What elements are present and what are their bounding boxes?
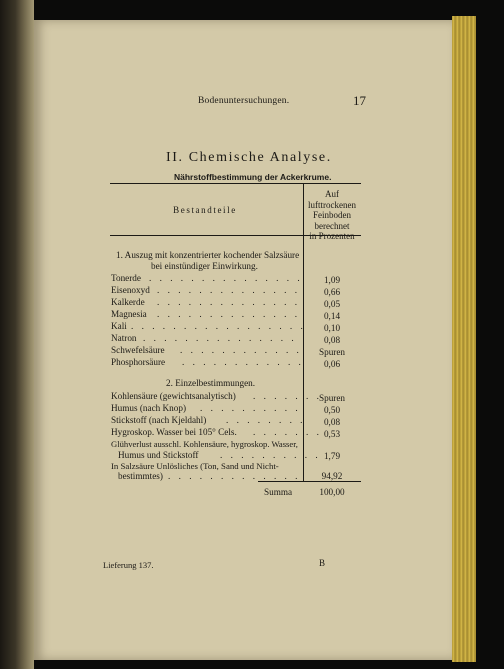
gluhverlust-line2: Humus und Stickstoff: [118, 450, 199, 460]
footer-delivery: Lieferung 137.: [103, 560, 154, 570]
leader-dots: . . . . . . . . . .: [200, 403, 301, 413]
leader-dots: . . . . . . . . . . . .: [180, 345, 302, 355]
total-label: Summa: [264, 487, 293, 497]
row-label: Kohlensäure (gewichtsanalytisch): [111, 391, 236, 401]
row-label: Schwefelsäure: [111, 345, 165, 355]
leader-dots: . . . . . . . . . . . . . .: [157, 297, 301, 307]
leader-dots: . . . . . . . . . . . . . . .: [143, 333, 297, 343]
row-label: Kalkerde: [111, 297, 145, 307]
row-value: 0,08: [323, 417, 341, 427]
section-title: II. Chemische Analyse.: [166, 150, 332, 165]
row-value: 0,10: [323, 323, 341, 333]
table-subtitle: Nährstoffbestimmung der Ackerkrume.: [174, 172, 332, 182]
leader-dots: . . . . . . . . . . . . .: [168, 471, 301, 481]
row-label: Eisenoxyd: [111, 285, 150, 295]
page-edges: [452, 16, 476, 662]
sum-rule: [258, 481, 361, 482]
leader-dots: . . . . . . .: [253, 391, 322, 401]
total-value: 100,00: [319, 487, 345, 497]
footer-signature: B: [319, 558, 326, 568]
part1-heading-line1: 1. Auszug mit konzentrierter kochender Salzsäure: [116, 250, 300, 260]
gluhverlust-line1: Glühverlust ausschl. Kohlensäure, hygroskop. Wasser,: [111, 439, 298, 449]
row-value: 0,66: [323, 287, 341, 297]
row-label: Natron: [111, 333, 137, 343]
page-number: 17: [353, 93, 366, 108]
table-top-rule: [110, 183, 361, 184]
row-value: 0,50: [323, 405, 341, 415]
row-value: 0,53: [323, 429, 341, 439]
leader-dots: . . . . . . . . . . . . . . .: [149, 273, 303, 283]
row-label: Kali: [111, 321, 127, 331]
leader-dots: . . . . . . . . . . . .: [182, 357, 304, 367]
row-value: Spuren: [318, 347, 346, 357]
unloesliches-line1: In Salzsäure Unlösliches (Ton, Sand und Nicht-: [111, 461, 279, 471]
part1-heading-line2: bei einstündiger Einwirkung.: [151, 261, 258, 271]
leader-dots: . . . . . . . . . .: [220, 450, 321, 460]
row-label: Tonerde: [111, 273, 141, 283]
row-label: Hygroskop. Wasser bei 105° Cels.: [111, 427, 237, 437]
leader-dots: . . . . . . . . . . . . . . . . .: [131, 321, 306, 331]
row-label: Humus (nach Knop): [111, 403, 187, 413]
leader-dots: . . . . . . . . . . . . . .: [157, 285, 301, 295]
row-label: Magnesia: [111, 309, 147, 319]
row-value: 0,08: [323, 335, 341, 345]
row-value: 94,92: [321, 471, 343, 481]
row-label: Phosphorsäure: [111, 357, 166, 367]
row-value: 0,06: [323, 359, 341, 369]
leader-dots: . . . . . . . .: [226, 415, 306, 425]
column-header-value: Auf lufttrockenen Feinboden berechnet in Prozenten: [308, 189, 356, 242]
unloesliches-line2: bestimmtes): [118, 471, 163, 481]
running-title: Bodenuntersuchungen.: [198, 96, 290, 106]
part2-heading: 2. Einzelbestimmungen.: [166, 378, 256, 388]
row-value: 1,79: [323, 451, 341, 461]
row-value: 0,05: [323, 299, 341, 309]
column-header-component: Bestandteile: [173, 205, 237, 215]
book-spine-shadow: [0, 0, 34, 669]
row-label: Stickstoff (nach Kjeldahl): [111, 415, 207, 425]
row-value: Spuren: [318, 393, 346, 403]
row-value: 1,09: [323, 275, 341, 285]
leader-dots: . . . . . . .: [253, 427, 322, 437]
row-value: 0,14: [323, 311, 341, 321]
leader-dots: . . . . . . . . . . . . . .: [157, 309, 301, 319]
